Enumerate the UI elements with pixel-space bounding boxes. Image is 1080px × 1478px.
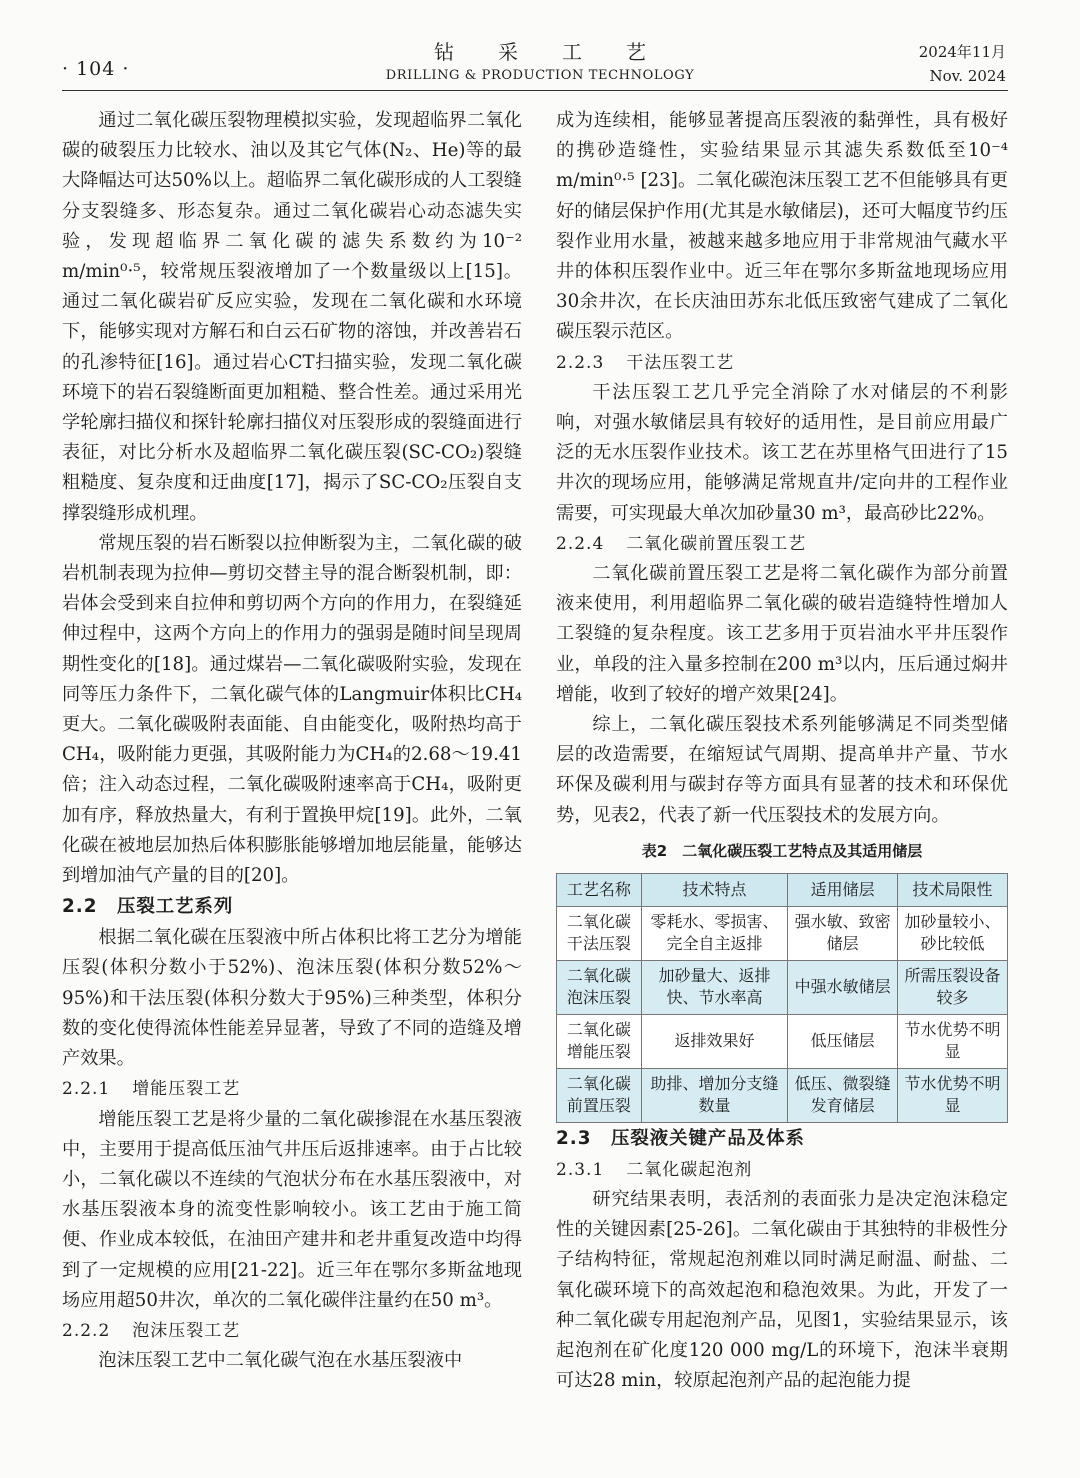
paragraph: 根据二氧化碳在压裂液中所占体积比将工艺分为增能压裂(体积分数小于52%)、泡沫压裂(体积分数52%～95%)和干法压裂(体积分数大于95%)三种类型，体积分数的变化使得流体性能差异显著，导致了不同的造缝及增产效果。 (62, 927, 522, 1070)
table-cell: 二氧化碳泡沫压裂 (557, 960, 642, 1014)
paragraph: 增能压裂工艺是将少量的二氧化碳掺混在水基压裂液中，主要用于提高低压油气井压后返排速率。由于占比较小，二氧化碳以不连续的气泡状分布在水基压裂液中，对水基压裂液本身的流变性影响较小。该工艺由于施工简便、作业成本较低，在油田产建井和老井重复改造中均得到了一定规模的应用[21-22]。近三年在鄂尔多斯盆地现场应用超50井次，单次的二氧化碳伴注量约在50 m³。 (62, 1108, 522, 1311)
section-heading-2-2: 2.2 压裂工艺系列 (62, 896, 234, 918)
table-header: 技术特点 (641, 873, 787, 906)
subsection-heading-2-3-1: 2.3.1 二氧化碳起泡剂 (556, 1159, 753, 1180)
journal-title-cn: 钻采工艺 (434, 40, 690, 64)
table-cell: 二氧化碳前置压裂 (557, 1068, 642, 1122)
table-header: 技术局限性 (898, 873, 1008, 906)
page-number: · 104 · (62, 58, 130, 80)
issue-date-en: Nov. 2024 (929, 67, 1006, 85)
paragraph: 常规压裂的岩石断裂以拉伸断裂为主，二氧化碳的破岩机制表现为拉伸—剪切交替主导的混合断裂机制，即：岩体会受到来自拉伸和剪切两个方向的作用力，在裂缝延伸过程中，这两个方向上的作用力的强弱是随时间呈现周期性变化的[18]。通过煤岩—二氧化碳吸附实验，发现在同等压力条件下，二氧化碳气体的Langmuir体积比CH₄更大。二氧化碳吸附表面能、自由能变化，吸附热均高于CH₄，吸附能力更强，其吸附能力为CH₄的2.68～19.41倍；注入动态过程，二氧化碳吸附速率高于CH₄，吸附更加有序，释放热量大，有利于置换甲烷[19]。此外，二氧化碳在被地层加热后体积膨胀能够增加地层能量，能够达到增加油气产量的目的[20]。 (62, 532, 522, 887)
table-cell: 节水优势不明显 (898, 1014, 1008, 1068)
table-cell: 加砂量大、返排快、节水率高 (641, 960, 787, 1014)
issue-date-cn: 2024年11月 (918, 43, 1006, 61)
table-caption: 表2 二氧化碳压裂工艺特点及其适用储层 (641, 841, 923, 860)
left-column (62, 106, 522, 1376)
table-cell: 零耗水、零损害、完全自主返排 (641, 906, 787, 960)
paragraph: 通过二氧化碳压裂物理模拟实验，发现超临界二氧化碳的破裂压力比较水、油以及其它气体(N₂、He)等的最大降幅达可达50%以上。超临界二氧化碳形成的人工裂缝分支裂缝多、形态复杂。通过二氧化碳岩心动态滤失实验，发现超临界二氧化碳的滤失系数约为10⁻² m/min⁰·⁵，较常规压裂液增加了一个数量级以上[15]。通过二氧化碳岩矿反应实验，发现在二氧化碳和水环境下，能够实现对方解石和白云石矿物的溶蚀，并改善岩石的孔渗特征[16]。通过岩心CT扫描实验，发现二氧化碳环境下的岩石裂缝断面更加粗糙、整合性差。通过采用光学轮廓扫描仪和探针轮廓扫描仪对压裂形成的裂缝面进行表征，对比分析水及超临界二氧化碳压裂(SC-CO₂)裂缝粗糙度、复杂度和迂曲度[17]，揭示了SC-CO₂压裂自支撑裂缝形成机理。 (62, 110, 522, 524)
table-row (557, 1068, 1008, 1122)
table-row (557, 906, 1008, 960)
paragraph: 成为连续相，能够显著提高压裂液的黏弹性，具有极好的携砂造缝性，实验结果显示其滤失系数低至10⁻⁴ m/min⁰·⁵ [23]。二氧化碳泡沫压裂工艺不但能够具有更好的储层保护作用(尤其是水敏储层)，还可大幅度节约压裂作业用水量，被越来越多地应用于非常规油气藏水平井的体积压裂作业中。近三年在鄂尔多斯盆地现场应用30余井次，在长庆油田苏东北低压致密气建成了二氧化碳压裂示范区。 (556, 110, 1008, 343)
table-cell: 低压储层 (788, 1014, 898, 1068)
table-row (557, 960, 1008, 1014)
subsection-heading-2-2-2: 2.2.2 泡沫压裂工艺 (62, 1320, 241, 1341)
subsection-heading-2-2-1: 2.2.1 增能压裂工艺 (62, 1079, 241, 1100)
table-cell: 返排效果好 (641, 1014, 787, 1068)
table-cell: 节水优势不明显 (898, 1068, 1008, 1122)
table-cell: 低压、微裂缝发育储层 (788, 1068, 898, 1122)
table-cell: 中强水敏储层 (788, 960, 898, 1014)
table-cell: 助排、增加分支缝数量 (641, 1068, 787, 1122)
table-header: 适用储层 (788, 873, 898, 906)
right-column (556, 106, 1008, 1397)
issue-date (919, 40, 1006, 88)
table-2 (556, 873, 1008, 1123)
header-rule (62, 90, 1008, 91)
table-cell: 二氧化碳干法压裂 (557, 906, 642, 960)
table-header: 工艺名称 (557, 873, 642, 906)
subsection-heading-2-2-4: 2.2.4 二氧化碳前置压裂工艺 (556, 533, 807, 554)
table-cell: 二氧化碳增能压裂 (557, 1014, 642, 1068)
journal-title-en: DRILLING & PRODUCTION TECHNOLOGY (385, 68, 695, 83)
subsection-heading-2-2-3: 2.2.3 干法压裂工艺 (556, 352, 735, 373)
section-heading-2-3: 2.3 压裂液关键产品及体系 (556, 1127, 805, 1149)
paragraph: 泡沫压裂工艺中二氧化碳气泡在水基压裂液中 (98, 1350, 463, 1372)
page-header (0, 0, 1080, 95)
paragraph: 研究结果表明，表活剂的表面张力是决定泡沫稳定性的关键因素[25-26]。二氧化碳由于其独特的非极性分子结构特征，常规起泡剂难以同时满足耐温、耐盐、二氧化碳环境下的高效起泡和稳泡效果。为此，开发了一种二氧化碳专用起泡剂产品，见图1，实验结果显示，该起泡剂在矿化度120 000 mg/L的环境下，泡沫半衰期可达28 min，较原起泡剂产品的起泡能力提 (556, 1189, 1008, 1392)
table-cell: 强水敏、致密储层 (788, 906, 898, 960)
table-cell: 所需压裂设备较多 (898, 960, 1008, 1014)
table-cell: 加砂量较小、砂比较低 (898, 906, 1008, 960)
paragraph: 干法压裂工艺几乎完全消除了水对储层的不利影响，对强水敏储层具有较好的适用性，是目前应用最广泛的无水压裂作业技术。该工艺在苏里格气田进行了15井次的现场应用，能够满足常规直井/定向井的工程作业需要，可实现最大单次加砂量30 m³，最高砂比22%。 (556, 381, 1008, 524)
table-row (557, 1014, 1008, 1068)
paragraph: 二氧化碳前置压裂工艺是将二氧化碳作为部分前置液来使用，利用超临界二氧化碳的破岩造缝特性增加人工裂缝的复杂程度。该工艺多用于页岩油水平井压裂作业，单段的注入量多控制在200 m³以内，压后通过焖井增能，收到了较好的增产效果[24]。 (556, 563, 1008, 705)
paragraph: 综上，二氧化碳压裂技术系列能够满足不同类型储层的改造需要，在缩短试气周期、提高单井产量、节水环保及碳利用与碳封存等方面具有显著的技术和环保优势，见表2，代表了新一代压裂技术的发展方向。 (556, 714, 1008, 826)
journal-title (330, 40, 750, 83)
